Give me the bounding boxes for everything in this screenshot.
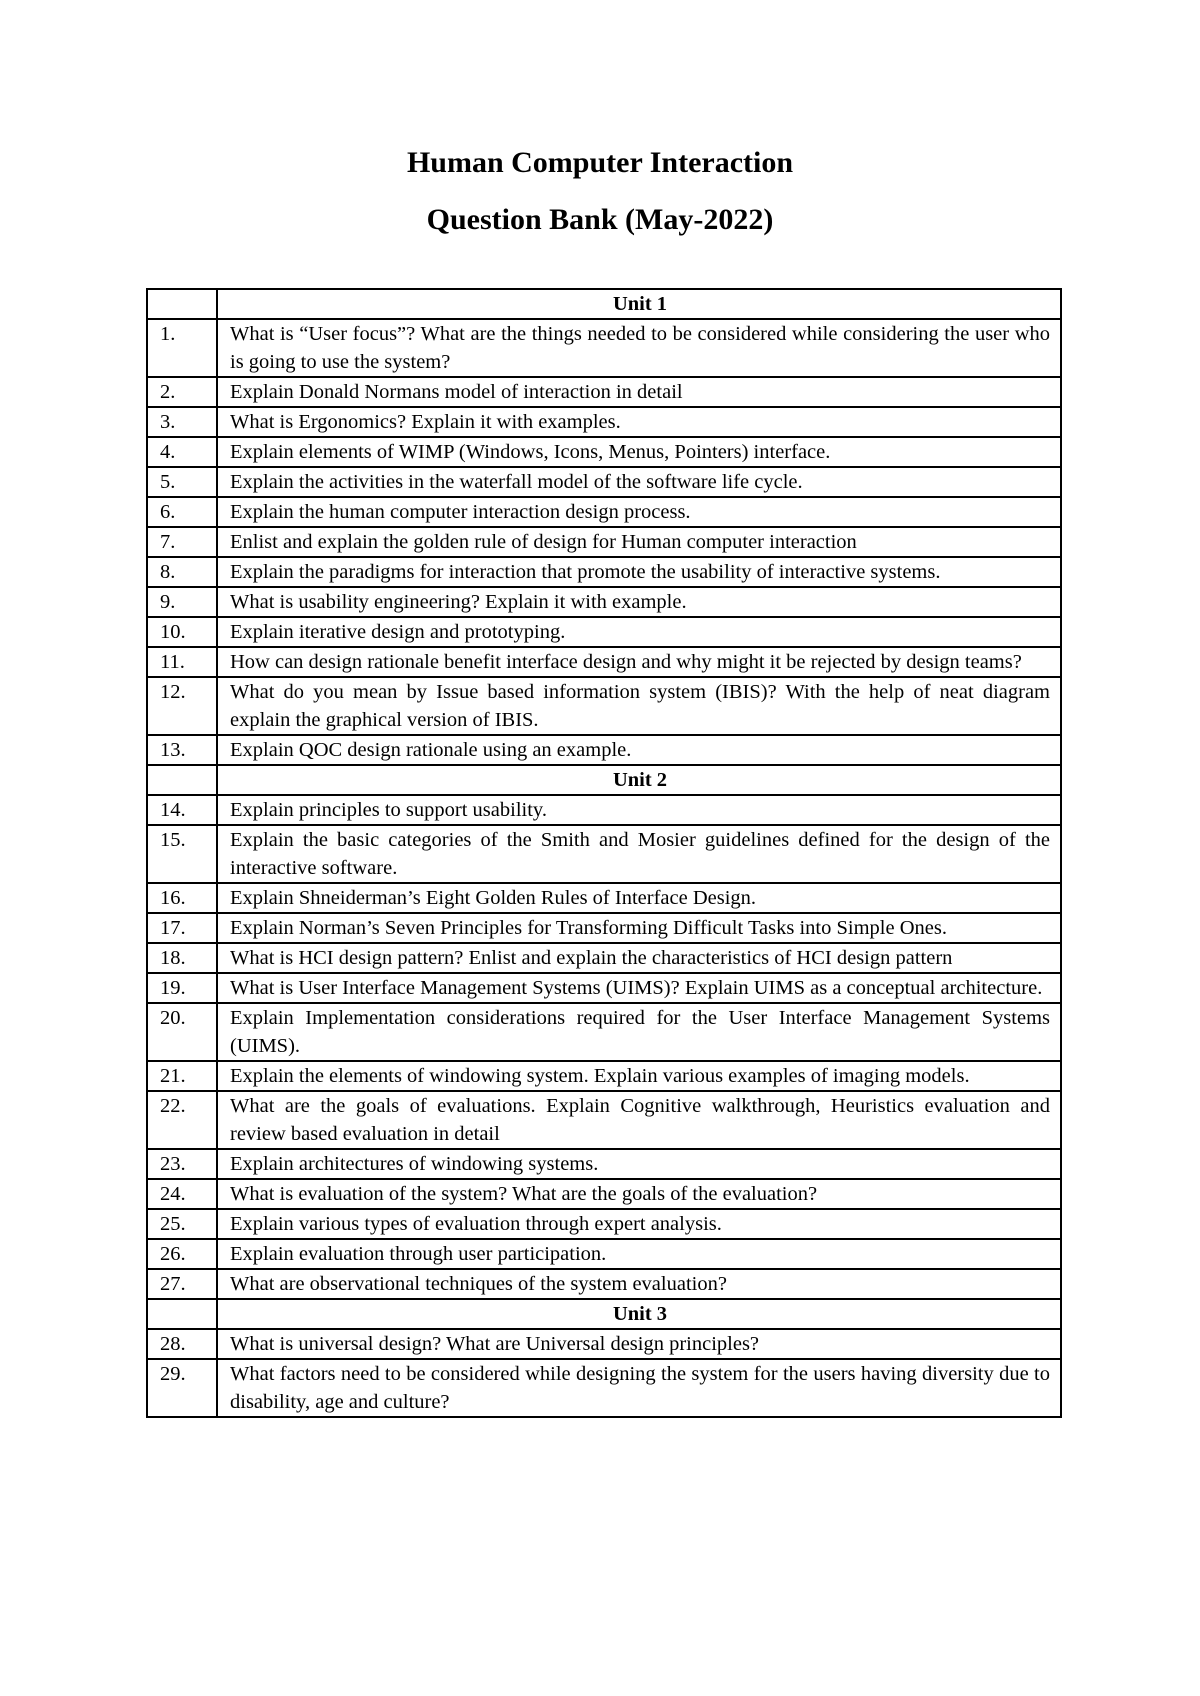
question-text: What is evaluation of the system? What are the goals of the evaluation? [217,1179,1061,1209]
question-row [147,617,1061,647]
question-number: 18. [147,943,217,973]
question-text: Explain evaluation through user participation. [217,1239,1061,1269]
question-row [147,973,1061,1003]
question-number: 20. [147,1003,217,1061]
question-text: Enlist and explain the golden rule of design for Human computer interaction [217,527,1061,557]
question-text: Explain Implementation considerations required for the User Interface Management Systems (UIMS). [217,1003,1061,1061]
question-number: 13. [147,735,217,765]
question-row [147,1239,1061,1269]
question-row [147,1003,1061,1061]
question-text: What do you mean by Issue based information system (IBIS)? With the help of neat diagram explain the graphical version of IBIS. [217,677,1061,735]
unit-header-label: Unit 2 [217,765,1061,795]
question-row [147,913,1061,943]
question-number: 29. [147,1359,217,1417]
question-number: 24. [147,1179,217,1209]
question-number: 26. [147,1239,217,1269]
question-row [147,497,1061,527]
unit-header-row [147,1299,1061,1329]
question-row [147,557,1061,587]
unit-header-blank-cell [147,289,217,319]
question-row [147,677,1061,735]
question-text: Explain Donald Normans model of interaction in detail [217,377,1061,407]
question-text: Explain the basic categories of the Smith and Mosier guidelines defined for the design of the interactive software. [217,825,1061,883]
question-row [147,795,1061,825]
question-text: Explain the elements of windowing system. Explain various examples of imaging models. [217,1061,1061,1091]
question-number: 5. [147,467,217,497]
question-text: What is User Interface Management Systems (UIMS)? Explain UIMS as a conceptual architecture. [217,973,1061,1003]
question-text: Explain Norman’s Seven Principles for Transforming Difficult Tasks into Simple Ones. [217,913,1061,943]
question-text: Explain various types of evaluation through expert analysis. [217,1209,1061,1239]
question-row [147,883,1061,913]
question-text: What is universal design? What are Universal design principles? [217,1329,1061,1359]
unit-header-blank-cell [147,1299,217,1329]
question-text: What is usability engineering? Explain it with example. [217,587,1061,617]
question-number: 22. [147,1091,217,1149]
question-row [147,1269,1061,1299]
question-text: Explain the human computer interaction design process. [217,497,1061,527]
question-row [147,825,1061,883]
unit-header-row [147,289,1061,319]
question-row [147,1149,1061,1179]
question-text: What is HCI design pattern? Enlist and explain the characteristics of HCI design pattern [217,943,1061,973]
question-row [147,1091,1061,1149]
question-number: 6. [147,497,217,527]
question-text: What factors need to be considered while designing the system for the users having diversity due to disability, age and culture? [217,1359,1061,1417]
question-number: 8. [147,557,217,587]
question-number: 23. [147,1149,217,1179]
question-row [147,437,1061,467]
question-row [147,647,1061,677]
question-row [147,407,1061,437]
question-text: What are the goals of evaluations. Explain Cognitive walkthrough, Heuristics evaluation and review based evaluation in detail [217,1091,1061,1149]
question-row [147,1329,1061,1359]
document-title: Human Computer Interaction [406,146,794,179]
unit-header-label: Unit 3 [217,1299,1061,1329]
question-text: Explain iterative design and prototyping. [217,617,1061,647]
document-subtitle: Question Bank (May-2022) [426,203,774,236]
question-row [147,735,1061,765]
question-number: 14. [147,795,217,825]
question-text: Explain the activities in the waterfall model of the software life cycle. [217,467,1061,497]
question-row [147,1209,1061,1239]
question-number: 15. [147,825,217,883]
question-row [147,1359,1061,1417]
question-text: Explain architectures of windowing systems. [217,1149,1061,1179]
question-number: 2. [147,377,217,407]
question-number: 1. [147,319,217,377]
question-text: What is Ergonomics? Explain it with examples. [217,407,1061,437]
question-row [147,1179,1061,1209]
question-number: 4. [147,437,217,467]
question-text: How can design rationale benefit interface design and why might it be rejected by design teams? [217,647,1061,677]
question-text: Explain the paradigms for interaction that promote the usability of interactive systems. [217,557,1061,587]
question-text: Explain QOC design rationale using an example. [217,735,1061,765]
question-number: 3. [147,407,217,437]
question-text: Explain principles to support usability. [217,795,1061,825]
question-number: 19. [147,973,217,1003]
question-number: 9. [147,587,217,617]
question-row [147,587,1061,617]
question-number: 12. [147,677,217,735]
question-text: Explain elements of WIMP (Windows, Icons, Menus, Pointers) interface. [217,437,1061,467]
question-table-body [147,289,1061,1417]
question-number: 11. [147,647,217,677]
question-row [147,377,1061,407]
question-row [147,527,1061,557]
question-number: 25. [147,1209,217,1239]
question-text: What is “User focus”? What are the things needed to be considered while considering the user who is going to use the system? [217,319,1061,377]
unit-header-row [147,765,1061,795]
question-number: 28. [147,1329,217,1359]
question-number: 27. [147,1269,217,1299]
question-row [147,467,1061,497]
unit-header-blank-cell [147,765,217,795]
question-number: 17. [147,913,217,943]
unit-header-label: Unit 1 [217,289,1061,319]
question-row [147,1061,1061,1091]
question-number: 21. [147,1061,217,1091]
question-row [147,943,1061,973]
question-text: What are observational techniques of the system evaluation? [217,1269,1061,1299]
question-row [147,319,1061,377]
question-number: 7. [147,527,217,557]
question-number: 16. [147,883,217,913]
question-number: 10. [147,617,217,647]
question-text: Explain Shneiderman’s Eight Golden Rules of Interface Design. [217,883,1061,913]
question-table [146,288,1062,1418]
